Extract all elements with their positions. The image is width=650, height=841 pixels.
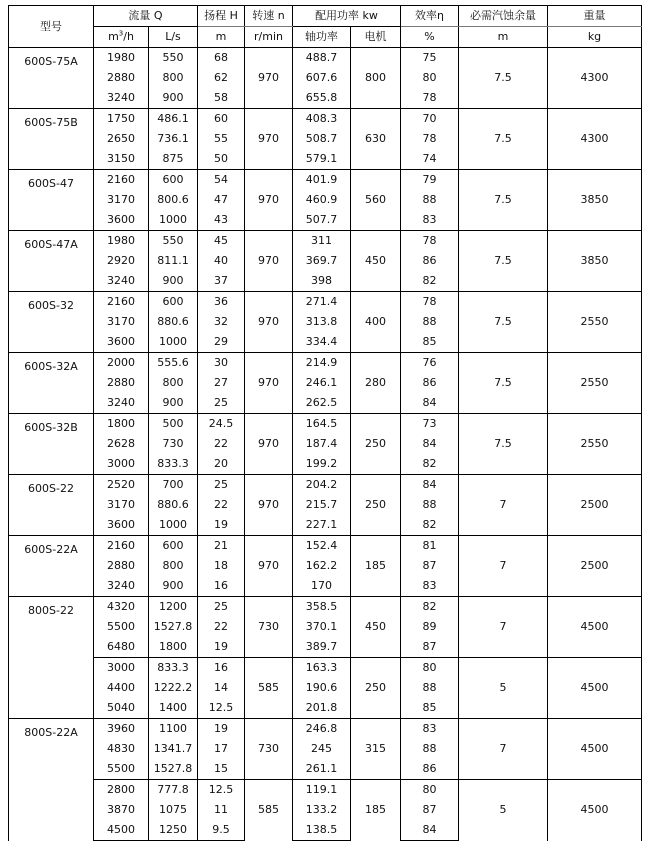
flow-ls-cell: 486.1 bbox=[149, 109, 198, 130]
flow-ls-cell: 1341.7 bbox=[149, 739, 198, 759]
head-cell: 17 bbox=[198, 739, 245, 759]
head-cell: 16 bbox=[198, 658, 245, 679]
flow-m3h-cell: 3000 bbox=[94, 454, 149, 475]
table-row bbox=[9, 231, 642, 252]
shaft-power-cell: 488.7 bbox=[293, 48, 351, 69]
shaft-power-cell: 398 bbox=[293, 271, 351, 292]
shaft-power-cell: 579.1 bbox=[293, 149, 351, 170]
efficiency-cell: 78 bbox=[401, 292, 459, 313]
flow-m3h-cell: 3240 bbox=[94, 393, 149, 414]
shaft-power-cell: 164.5 bbox=[293, 414, 351, 435]
flow-ls-cell: 1000 bbox=[149, 515, 198, 536]
efficiency-cell: 85 bbox=[401, 332, 459, 353]
npsh-cell: 7 bbox=[459, 536, 548, 597]
flow-ls-cell: 600 bbox=[149, 536, 198, 557]
flow-ls-cell: 1000 bbox=[149, 210, 198, 231]
speed-cell: 730 bbox=[245, 597, 293, 658]
motor-power-cell: 560 bbox=[351, 170, 401, 231]
flow-m3h-cell: 2880 bbox=[94, 556, 149, 576]
flow-m3h-cell: 4830 bbox=[94, 739, 149, 759]
flow-ls-cell: 833.3 bbox=[149, 658, 198, 679]
head-cell: 58 bbox=[198, 88, 245, 109]
head-cell: 25 bbox=[198, 475, 245, 496]
flow-m3h-cell: 1980 bbox=[94, 231, 149, 252]
efficiency-cell: 83 bbox=[401, 210, 459, 231]
shaft-power-cell: 138.5 bbox=[293, 820, 351, 841]
shaft-power-cell: 508.7 bbox=[293, 129, 351, 149]
shaft-power-cell: 152.4 bbox=[293, 536, 351, 557]
speed-cell: 970 bbox=[245, 414, 293, 475]
table-row bbox=[9, 414, 642, 435]
flow-m3h-cell: 5040 bbox=[94, 698, 149, 719]
flow-ls-cell: 811.1 bbox=[149, 251, 198, 271]
head-cell: 22 bbox=[198, 495, 245, 515]
speed-cell: 970 bbox=[245, 48, 293, 109]
flow-m3h-cell: 4500 bbox=[94, 820, 149, 841]
flow-m3h-cell: 3150 bbox=[94, 149, 149, 170]
table-row bbox=[9, 353, 642, 374]
weight-cell: 4300 bbox=[548, 109, 642, 170]
flow-m3h-cell: 3600 bbox=[94, 515, 149, 536]
efficiency-cell: 88 bbox=[401, 312, 459, 332]
flow-ls-cell: 900 bbox=[149, 576, 198, 597]
flow-m3h-cell: 1800 bbox=[94, 414, 149, 435]
shaft-power-cell: 170 bbox=[293, 576, 351, 597]
model-cell: 600S-47A bbox=[9, 231, 94, 292]
shaft-power-cell: 507.7 bbox=[293, 210, 351, 231]
head-cell: 22 bbox=[198, 617, 245, 637]
efficiency-cell: 74 bbox=[401, 149, 459, 170]
efficiency-cell: 80 bbox=[401, 780, 459, 801]
weight-cell: 2500 bbox=[548, 536, 642, 597]
model-cell: 600S-22 bbox=[9, 475, 94, 536]
npsh-cell: 7 bbox=[459, 719, 548, 780]
weight-cell: 4500 bbox=[548, 780, 642, 841]
flow-ls-cell: 1100 bbox=[149, 719, 198, 740]
head-cell: 36 bbox=[198, 292, 245, 313]
motor-power-cell: 630 bbox=[351, 109, 401, 170]
head-cell: 60 bbox=[198, 109, 245, 130]
header-model: 型号 bbox=[9, 6, 94, 48]
flow-ls-cell: 1200 bbox=[149, 597, 198, 618]
speed-cell: 970 bbox=[245, 109, 293, 170]
head-cell: 37 bbox=[198, 271, 245, 292]
motor-power-cell: 450 bbox=[351, 231, 401, 292]
efficiency-cell: 88 bbox=[401, 739, 459, 759]
table-row bbox=[9, 597, 642, 618]
motor-power-cell: 250 bbox=[351, 475, 401, 536]
flow-ls-cell: 800 bbox=[149, 373, 198, 393]
model-cell: 800S-22A bbox=[9, 719, 94, 841]
header-npsh: 必需汽蚀余量 bbox=[459, 6, 548, 27]
header-weight: 重量 bbox=[548, 6, 642, 27]
flow-ls-cell: 800.6 bbox=[149, 190, 198, 210]
efficiency-cell: 86 bbox=[401, 251, 459, 271]
efficiency-cell: 78 bbox=[401, 231, 459, 252]
head-cell: 18 bbox=[198, 556, 245, 576]
weight-cell: 2550 bbox=[548, 292, 642, 353]
flow-m3h-cell: 3170 bbox=[94, 190, 149, 210]
head-cell: 22 bbox=[198, 434, 245, 454]
motor-power-cell: 280 bbox=[351, 353, 401, 414]
head-cell: 55 bbox=[198, 129, 245, 149]
speed-cell: 730 bbox=[245, 719, 293, 780]
table-row bbox=[9, 170, 642, 191]
shaft-power-cell: 369.7 bbox=[293, 251, 351, 271]
efficiency-cell: 88 bbox=[401, 495, 459, 515]
flow-m3h-cell: 2880 bbox=[94, 373, 149, 393]
header-flow: 流量 Q bbox=[94, 6, 198, 27]
flow-ls-cell: 1075 bbox=[149, 800, 198, 820]
flow-ls-cell: 777.8 bbox=[149, 780, 198, 801]
flow-m3h-cell: 2520 bbox=[94, 475, 149, 496]
head-cell: 19 bbox=[198, 637, 245, 658]
flow-ls-cell: 1527.8 bbox=[149, 617, 198, 637]
efficiency-cell: 83 bbox=[401, 576, 459, 597]
speed-cell: 970 bbox=[245, 536, 293, 597]
head-cell: 29 bbox=[198, 332, 245, 353]
table-row bbox=[9, 536, 642, 557]
shaft-power-cell: 607.6 bbox=[293, 68, 351, 88]
shaft-power-cell: 246.1 bbox=[293, 373, 351, 393]
header-efficiency: 效率η bbox=[401, 6, 459, 27]
flow-m3h-cell: 3960 bbox=[94, 719, 149, 740]
weight-cell: 2500 bbox=[548, 475, 642, 536]
shaft-power-cell: 119.1 bbox=[293, 780, 351, 801]
head-cell: 62 bbox=[198, 68, 245, 88]
shaft-power-cell: 204.2 bbox=[293, 475, 351, 496]
efficiency-cell: 82 bbox=[401, 597, 459, 618]
motor-power-cell: 185 bbox=[351, 780, 401, 841]
flow-m3h-cell: 3600 bbox=[94, 210, 149, 231]
flow-ls-cell: 1000 bbox=[149, 332, 198, 353]
model-cell: 800S-22 bbox=[9, 597, 94, 719]
motor-power-cell: 315 bbox=[351, 719, 401, 780]
flow-m3h-cell: 2880 bbox=[94, 68, 149, 88]
header-flow-unit-ls: L/s bbox=[149, 27, 198, 48]
shaft-power-cell: 187.4 bbox=[293, 434, 351, 454]
npsh-cell: 7.5 bbox=[459, 48, 548, 109]
shaft-power-cell: 214.9 bbox=[293, 353, 351, 374]
head-cell: 30 bbox=[198, 353, 245, 374]
head-cell: 15 bbox=[198, 759, 245, 780]
model-cell: 600S-22A bbox=[9, 536, 94, 597]
shaft-power-cell: 401.9 bbox=[293, 170, 351, 191]
shaft-power-cell: 199.2 bbox=[293, 454, 351, 475]
model-cell: 600S-75A bbox=[9, 48, 94, 109]
flow-ls-cell: 600 bbox=[149, 170, 198, 191]
efficiency-cell: 88 bbox=[401, 190, 459, 210]
flow-m3h-cell: 2800 bbox=[94, 780, 149, 801]
flow-ls-cell: 550 bbox=[149, 231, 198, 252]
head-cell: 25 bbox=[198, 597, 245, 618]
efficiency-cell: 78 bbox=[401, 129, 459, 149]
head-cell: 45 bbox=[198, 231, 245, 252]
weight-cell: 3850 bbox=[548, 231, 642, 292]
flow-m3h-cell: 1980 bbox=[94, 48, 149, 69]
flow-m3h-cell: 2000 bbox=[94, 353, 149, 374]
flow-ls-cell: 875 bbox=[149, 149, 198, 170]
efficiency-cell: 82 bbox=[401, 271, 459, 292]
efficiency-cell: 88 bbox=[401, 678, 459, 698]
shaft-power-cell: 201.8 bbox=[293, 698, 351, 719]
weight-cell: 2550 bbox=[548, 414, 642, 475]
head-cell: 32 bbox=[198, 312, 245, 332]
npsh-cell: 7.5 bbox=[459, 109, 548, 170]
head-cell: 25 bbox=[198, 393, 245, 414]
head-cell: 24.5 bbox=[198, 414, 245, 435]
efficiency-cell: 86 bbox=[401, 759, 459, 780]
head-cell: 12.5 bbox=[198, 698, 245, 719]
shaft-power-cell: 190.6 bbox=[293, 678, 351, 698]
efficiency-cell: 70 bbox=[401, 109, 459, 130]
motor-power-cell: 450 bbox=[351, 597, 401, 658]
shaft-power-cell: 163.3 bbox=[293, 658, 351, 679]
flow-ls-cell: 800 bbox=[149, 556, 198, 576]
table-row bbox=[9, 658, 642, 679]
header-flow-unit-m3h: $m^3/h$ bbox=[94, 27, 149, 48]
weight-cell: 4500 bbox=[548, 597, 642, 658]
shaft-power-cell: 370.1 bbox=[293, 617, 351, 637]
head-cell: 43 bbox=[198, 210, 245, 231]
head-cell: 11 bbox=[198, 800, 245, 820]
efficiency-cell: 84 bbox=[401, 393, 459, 414]
header-weight-unit: kg bbox=[548, 27, 642, 48]
head-cell: 47 bbox=[198, 190, 245, 210]
npsh-cell: 7 bbox=[459, 475, 548, 536]
model-cell: 600S-75B bbox=[9, 109, 94, 170]
head-cell: 19 bbox=[198, 515, 245, 536]
table-row bbox=[9, 475, 642, 496]
flow-ls-cell: 550 bbox=[149, 48, 198, 69]
header-npsh-unit: m bbox=[459, 27, 548, 48]
shaft-power-cell: 245 bbox=[293, 739, 351, 759]
shaft-power-cell: 271.4 bbox=[293, 292, 351, 313]
flow-m3h-cell: 5500 bbox=[94, 759, 149, 780]
shaft-power-cell: 389.7 bbox=[293, 637, 351, 658]
efficiency-cell: 83 bbox=[401, 719, 459, 740]
efficiency-cell: 78 bbox=[401, 88, 459, 109]
flow-ls-cell: 736.1 bbox=[149, 129, 198, 149]
head-cell: 27 bbox=[198, 373, 245, 393]
efficiency-cell: 85 bbox=[401, 698, 459, 719]
efficiency-cell: 76 bbox=[401, 353, 459, 374]
shaft-power-cell: 262.5 bbox=[293, 393, 351, 414]
head-cell: 16 bbox=[198, 576, 245, 597]
model-cell: 600S-47 bbox=[9, 170, 94, 231]
table-row bbox=[9, 719, 642, 740]
flow-m3h-cell: 3170 bbox=[94, 495, 149, 515]
shaft-power-cell: 215.7 bbox=[293, 495, 351, 515]
weight-cell: 2550 bbox=[548, 353, 642, 414]
efficiency-cell: 80 bbox=[401, 68, 459, 88]
weight-cell: 3850 bbox=[548, 170, 642, 231]
header-power-motor: 电机 bbox=[351, 27, 401, 48]
flow-m3h-cell: 2160 bbox=[94, 170, 149, 191]
flow-m3h-cell: 2160 bbox=[94, 536, 149, 557]
shaft-power-cell: 313.8 bbox=[293, 312, 351, 332]
head-cell: 12.5 bbox=[198, 780, 245, 801]
npsh-cell: 5 bbox=[459, 658, 548, 719]
header-speed-unit: r/min bbox=[245, 27, 293, 48]
shaft-power-cell: 358.5 bbox=[293, 597, 351, 618]
shaft-power-cell: 246.8 bbox=[293, 719, 351, 740]
shaft-power-cell: 334.4 bbox=[293, 332, 351, 353]
efficiency-cell: 80 bbox=[401, 658, 459, 679]
flow-m3h-cell: 3240 bbox=[94, 88, 149, 109]
head-cell: 54 bbox=[198, 170, 245, 191]
flow-ls-cell: 800 bbox=[149, 68, 198, 88]
header-speed: 转速 n bbox=[245, 6, 293, 27]
flow-ls-cell: 1250 bbox=[149, 820, 198, 841]
weight-cell: 4500 bbox=[548, 658, 642, 719]
motor-power-cell: 250 bbox=[351, 414, 401, 475]
efficiency-cell: 87 bbox=[401, 800, 459, 820]
motor-power-cell: 185 bbox=[351, 536, 401, 597]
flow-ls-cell: 833.3 bbox=[149, 454, 198, 475]
flow-m3h-cell: 3240 bbox=[94, 576, 149, 597]
motor-power-cell: 250 bbox=[351, 658, 401, 719]
flow-ls-cell: 555.6 bbox=[149, 353, 198, 374]
flow-m3h-cell: 2628 bbox=[94, 434, 149, 454]
flow-m3h-cell: 2650 bbox=[94, 129, 149, 149]
flow-ls-cell: 700 bbox=[149, 475, 198, 496]
shaft-power-cell: 311 bbox=[293, 231, 351, 252]
efficiency-cell: 87 bbox=[401, 556, 459, 576]
speed-cell: 970 bbox=[245, 231, 293, 292]
header-power: 配用功率 kw bbox=[293, 6, 401, 27]
npsh-cell: 7.5 bbox=[459, 414, 548, 475]
efficiency-cell: 81 bbox=[401, 536, 459, 557]
flow-m3h-cell: 3600 bbox=[94, 332, 149, 353]
efficiency-cell: 86 bbox=[401, 373, 459, 393]
table-row bbox=[9, 109, 642, 130]
head-cell: 50 bbox=[198, 149, 245, 170]
flow-ls-cell: 900 bbox=[149, 271, 198, 292]
head-cell: 40 bbox=[198, 251, 245, 271]
flow-m3h-cell: 1750 bbox=[94, 109, 149, 130]
flow-m3h-cell: 2920 bbox=[94, 251, 149, 271]
efficiency-cell: 82 bbox=[401, 515, 459, 536]
weight-cell: 4500 bbox=[548, 719, 642, 780]
shaft-power-cell: 162.2 bbox=[293, 556, 351, 576]
flow-ls-cell: 1800 bbox=[149, 637, 198, 658]
efficiency-cell: 87 bbox=[401, 637, 459, 658]
flow-ls-cell: 1527.8 bbox=[149, 759, 198, 780]
flow-m3h-cell: 3170 bbox=[94, 312, 149, 332]
head-cell: 14 bbox=[198, 678, 245, 698]
pump-performance-table bbox=[8, 5, 642, 841]
table-row bbox=[9, 780, 642, 801]
motor-power-cell: 400 bbox=[351, 292, 401, 353]
model-cell: 600S-32A bbox=[9, 353, 94, 414]
flow-ls-cell: 880.6 bbox=[149, 495, 198, 515]
speed-cell: 970 bbox=[245, 475, 293, 536]
efficiency-cell: 84 bbox=[401, 820, 459, 841]
npsh-cell: 7 bbox=[459, 597, 548, 658]
header-power-shaft: 轴功率 bbox=[293, 27, 351, 48]
speed-cell: 585 bbox=[245, 658, 293, 719]
shaft-power-cell: 227.1 bbox=[293, 515, 351, 536]
head-cell: 21 bbox=[198, 536, 245, 557]
npsh-cell: 7.5 bbox=[459, 170, 548, 231]
flow-m3h-cell: 3240 bbox=[94, 271, 149, 292]
flow-m3h-cell: 3870 bbox=[94, 800, 149, 820]
flow-ls-cell: 730 bbox=[149, 434, 198, 454]
flow-m3h-cell: 4400 bbox=[94, 678, 149, 698]
speed-cell: 970 bbox=[245, 170, 293, 231]
head-cell: 20 bbox=[198, 454, 245, 475]
npsh-cell: 7.5 bbox=[459, 292, 548, 353]
weight-cell: 4300 bbox=[548, 48, 642, 109]
head-cell: 68 bbox=[198, 48, 245, 69]
flow-m3h-cell: 6480 bbox=[94, 637, 149, 658]
flow-ls-cell: 1400 bbox=[149, 698, 198, 719]
head-cell: 19 bbox=[198, 719, 245, 740]
shaft-power-cell: 460.9 bbox=[293, 190, 351, 210]
header-head: 扬程 H bbox=[198, 6, 245, 27]
npsh-cell: 5 bbox=[459, 780, 548, 841]
speed-cell: 585 bbox=[245, 780, 293, 841]
speed-cell: 970 bbox=[245, 353, 293, 414]
speed-cell: 970 bbox=[245, 292, 293, 353]
header-efficiency-unit: % bbox=[401, 27, 459, 48]
model-cell: 600S-32B bbox=[9, 414, 94, 475]
flow-ls-cell: 600 bbox=[149, 292, 198, 313]
flow-m3h-cell: 5500 bbox=[94, 617, 149, 637]
efficiency-cell: 82 bbox=[401, 454, 459, 475]
header-head-unit: m bbox=[198, 27, 245, 48]
npsh-cell: 7.5 bbox=[459, 231, 548, 292]
motor-power-cell: 800 bbox=[351, 48, 401, 109]
flow-ls-cell: 900 bbox=[149, 88, 198, 109]
model-cell: 600S-32 bbox=[9, 292, 94, 353]
flow-ls-cell: 1222.2 bbox=[149, 678, 198, 698]
shaft-power-cell: 408.3 bbox=[293, 109, 351, 130]
shaft-power-cell: 261.1 bbox=[293, 759, 351, 780]
table-row bbox=[9, 292, 642, 313]
efficiency-cell: 73 bbox=[401, 414, 459, 435]
efficiency-cell: 75 bbox=[401, 48, 459, 69]
efficiency-cell: 84 bbox=[401, 475, 459, 496]
flow-ls-cell: 500 bbox=[149, 414, 198, 435]
efficiency-cell: 89 bbox=[401, 617, 459, 637]
table-row bbox=[9, 48, 642, 69]
flow-m3h-cell: 2160 bbox=[94, 292, 149, 313]
flow-ls-cell: 900 bbox=[149, 393, 198, 414]
shaft-power-cell: 655.8 bbox=[293, 88, 351, 109]
shaft-power-cell: 133.2 bbox=[293, 800, 351, 820]
efficiency-cell: 79 bbox=[401, 170, 459, 191]
flow-m3h-cell: 3000 bbox=[94, 658, 149, 679]
head-cell: 9.5 bbox=[198, 820, 245, 841]
table-body bbox=[9, 48, 642, 841]
efficiency-cell: 84 bbox=[401, 434, 459, 454]
flow-ls-cell: 880.6 bbox=[149, 312, 198, 332]
npsh-cell: 7.5 bbox=[459, 353, 548, 414]
flow-m3h-cell: 4320 bbox=[94, 597, 149, 618]
